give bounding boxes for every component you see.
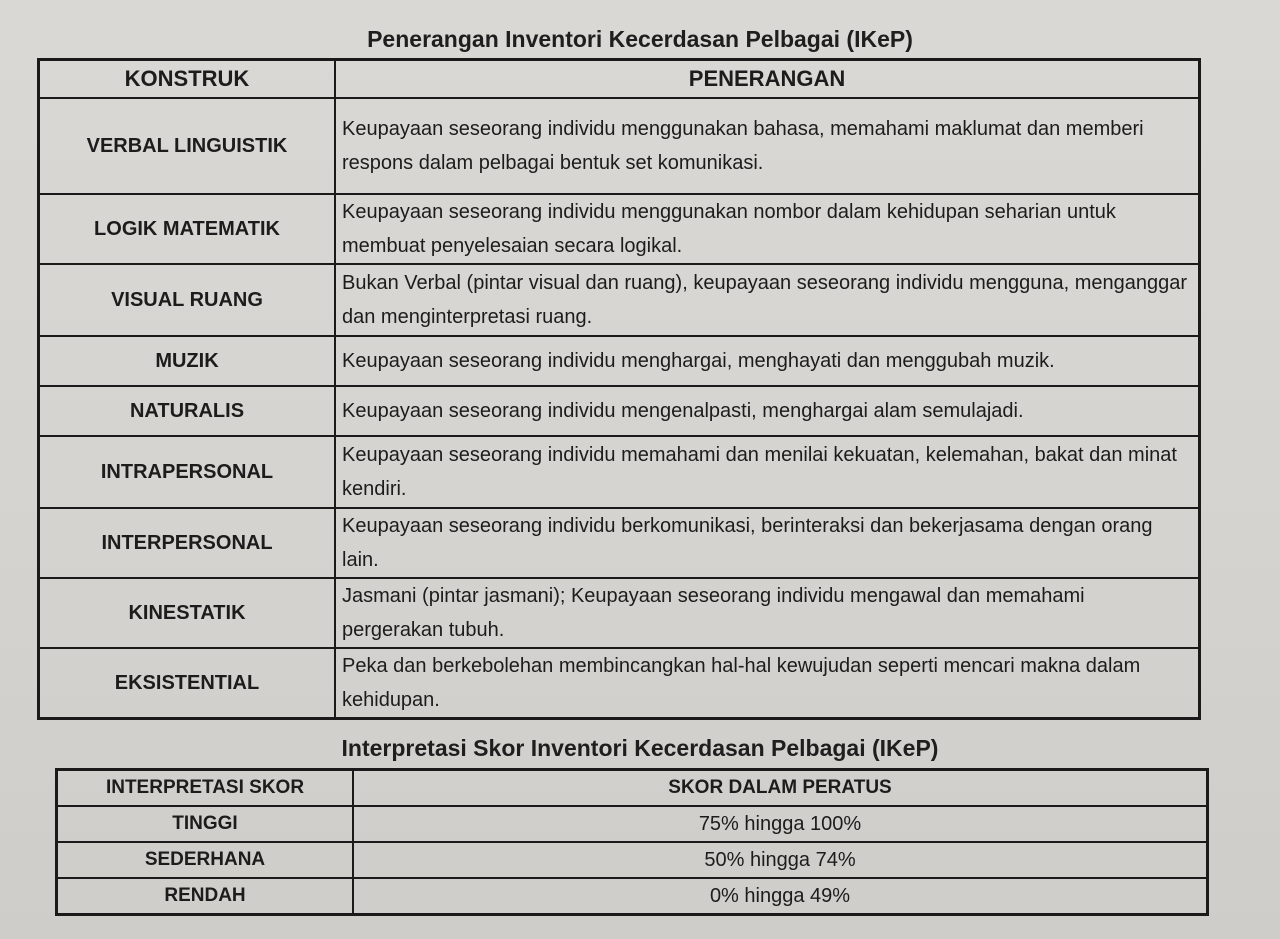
penerangan-cell: Keupayaan seseorang individu berkomunikasi, berinteraksi dan bekerjasama dengan orang lain. xyxy=(335,508,1200,578)
table-row xyxy=(57,842,1208,878)
interpretasi-level-cell: TINGGI xyxy=(57,806,354,842)
konstruk-cell: INTERPERSONAL xyxy=(39,508,336,578)
konstruk-cell: MUZIK xyxy=(39,336,336,386)
penerangan-cell: Keupayaan seseorang individu mengenalpasti, menghargai alam semulajadi. xyxy=(335,386,1200,436)
konstruk-table xyxy=(37,58,1201,720)
table-row xyxy=(39,648,1200,719)
table-row xyxy=(57,878,1208,915)
interpretasi-level-cell: RENDAH xyxy=(57,878,354,915)
table-row xyxy=(39,264,1200,336)
penerangan-cell: Keupayaan seseorang individu menghargai, menghayati dan menggubah muzik. xyxy=(335,336,1200,386)
penerangan-cell: Keupayaan seseorang individu memahami dan menilai kekuatan, kelemahan, bakat dan minat kendiri. xyxy=(335,436,1200,508)
penerangan-cell: Keupayaan seseorang individu menggunakan nombor dalam kehidupan seharian untuk membuat penyelesaian secara logikal. xyxy=(335,194,1200,264)
table-row xyxy=(39,436,1200,508)
penerangan-cell: Bukan Verbal (pintar visual dan ruang), keupayaan seseorang individu mengguna, menganggar dan menginterpretasi ruang. xyxy=(335,264,1200,336)
column-header-interpretasi-skor: INTERPRETASI SKOR xyxy=(57,770,354,807)
column-header-penerangan: PENERANGAN xyxy=(335,60,1200,99)
konstruk-cell: KINESTATIK xyxy=(39,578,336,648)
table-header-row xyxy=(39,60,1200,99)
table-header-row xyxy=(57,770,1208,807)
interpretasi-skor-table xyxy=(55,768,1209,916)
skor-range-cell: 0% hingga 49% xyxy=(353,878,1208,915)
table-row xyxy=(39,98,1200,194)
table-row xyxy=(39,336,1200,386)
penerangan-cell: Peka dan berkebolehan membincangkan hal-hal kewujudan seperti mencari makna dalam kehidupan. xyxy=(335,648,1200,719)
penerangan-cell: Jasmani (pintar jasmani); Keupayaan seseorang individu mengawal dan memahami pergerakan tubuh. xyxy=(335,578,1200,648)
konstruk-cell: INTRAPERSONAL xyxy=(39,436,336,508)
section-title-penerangan: Penerangan Inventori Kecerdasan Pelbagai (IKeP) xyxy=(367,26,913,52)
konstruk-cell: LOGIK MATEMATIK xyxy=(39,194,336,264)
table-row xyxy=(39,508,1200,578)
konstruk-cell: NATURALIS xyxy=(39,386,336,436)
skor-range-cell: 50% hingga 74% xyxy=(353,842,1208,878)
penerangan-cell: Keupayaan seseorang individu menggunakan bahasa, memahami maklumat dan memberi respons dalam pelbagai bentuk set komunikasi. xyxy=(335,98,1200,194)
column-header-skor-dalam-peratus: SKOR DALAM PERATUS xyxy=(353,770,1208,807)
table-row xyxy=(57,806,1208,842)
table-row xyxy=(39,578,1200,648)
section-title-interpretasi: Interpretasi Skor Inventori Kecerdasan Pelbagai (IKeP) xyxy=(341,735,939,761)
table-row xyxy=(39,386,1200,436)
interpretasi-level-cell: SEDERHANA xyxy=(57,842,354,878)
konstruk-cell: VERBAL LINGUISTIK xyxy=(39,98,336,194)
column-header-konstruk: KONSTRUK xyxy=(39,60,336,99)
konstruk-cell: VISUAL RUANG xyxy=(39,264,336,336)
table-row xyxy=(39,194,1200,264)
skor-range-cell: 75% hingga 100% xyxy=(353,806,1208,842)
konstruk-cell: EKSISTENTIAL xyxy=(39,648,336,719)
